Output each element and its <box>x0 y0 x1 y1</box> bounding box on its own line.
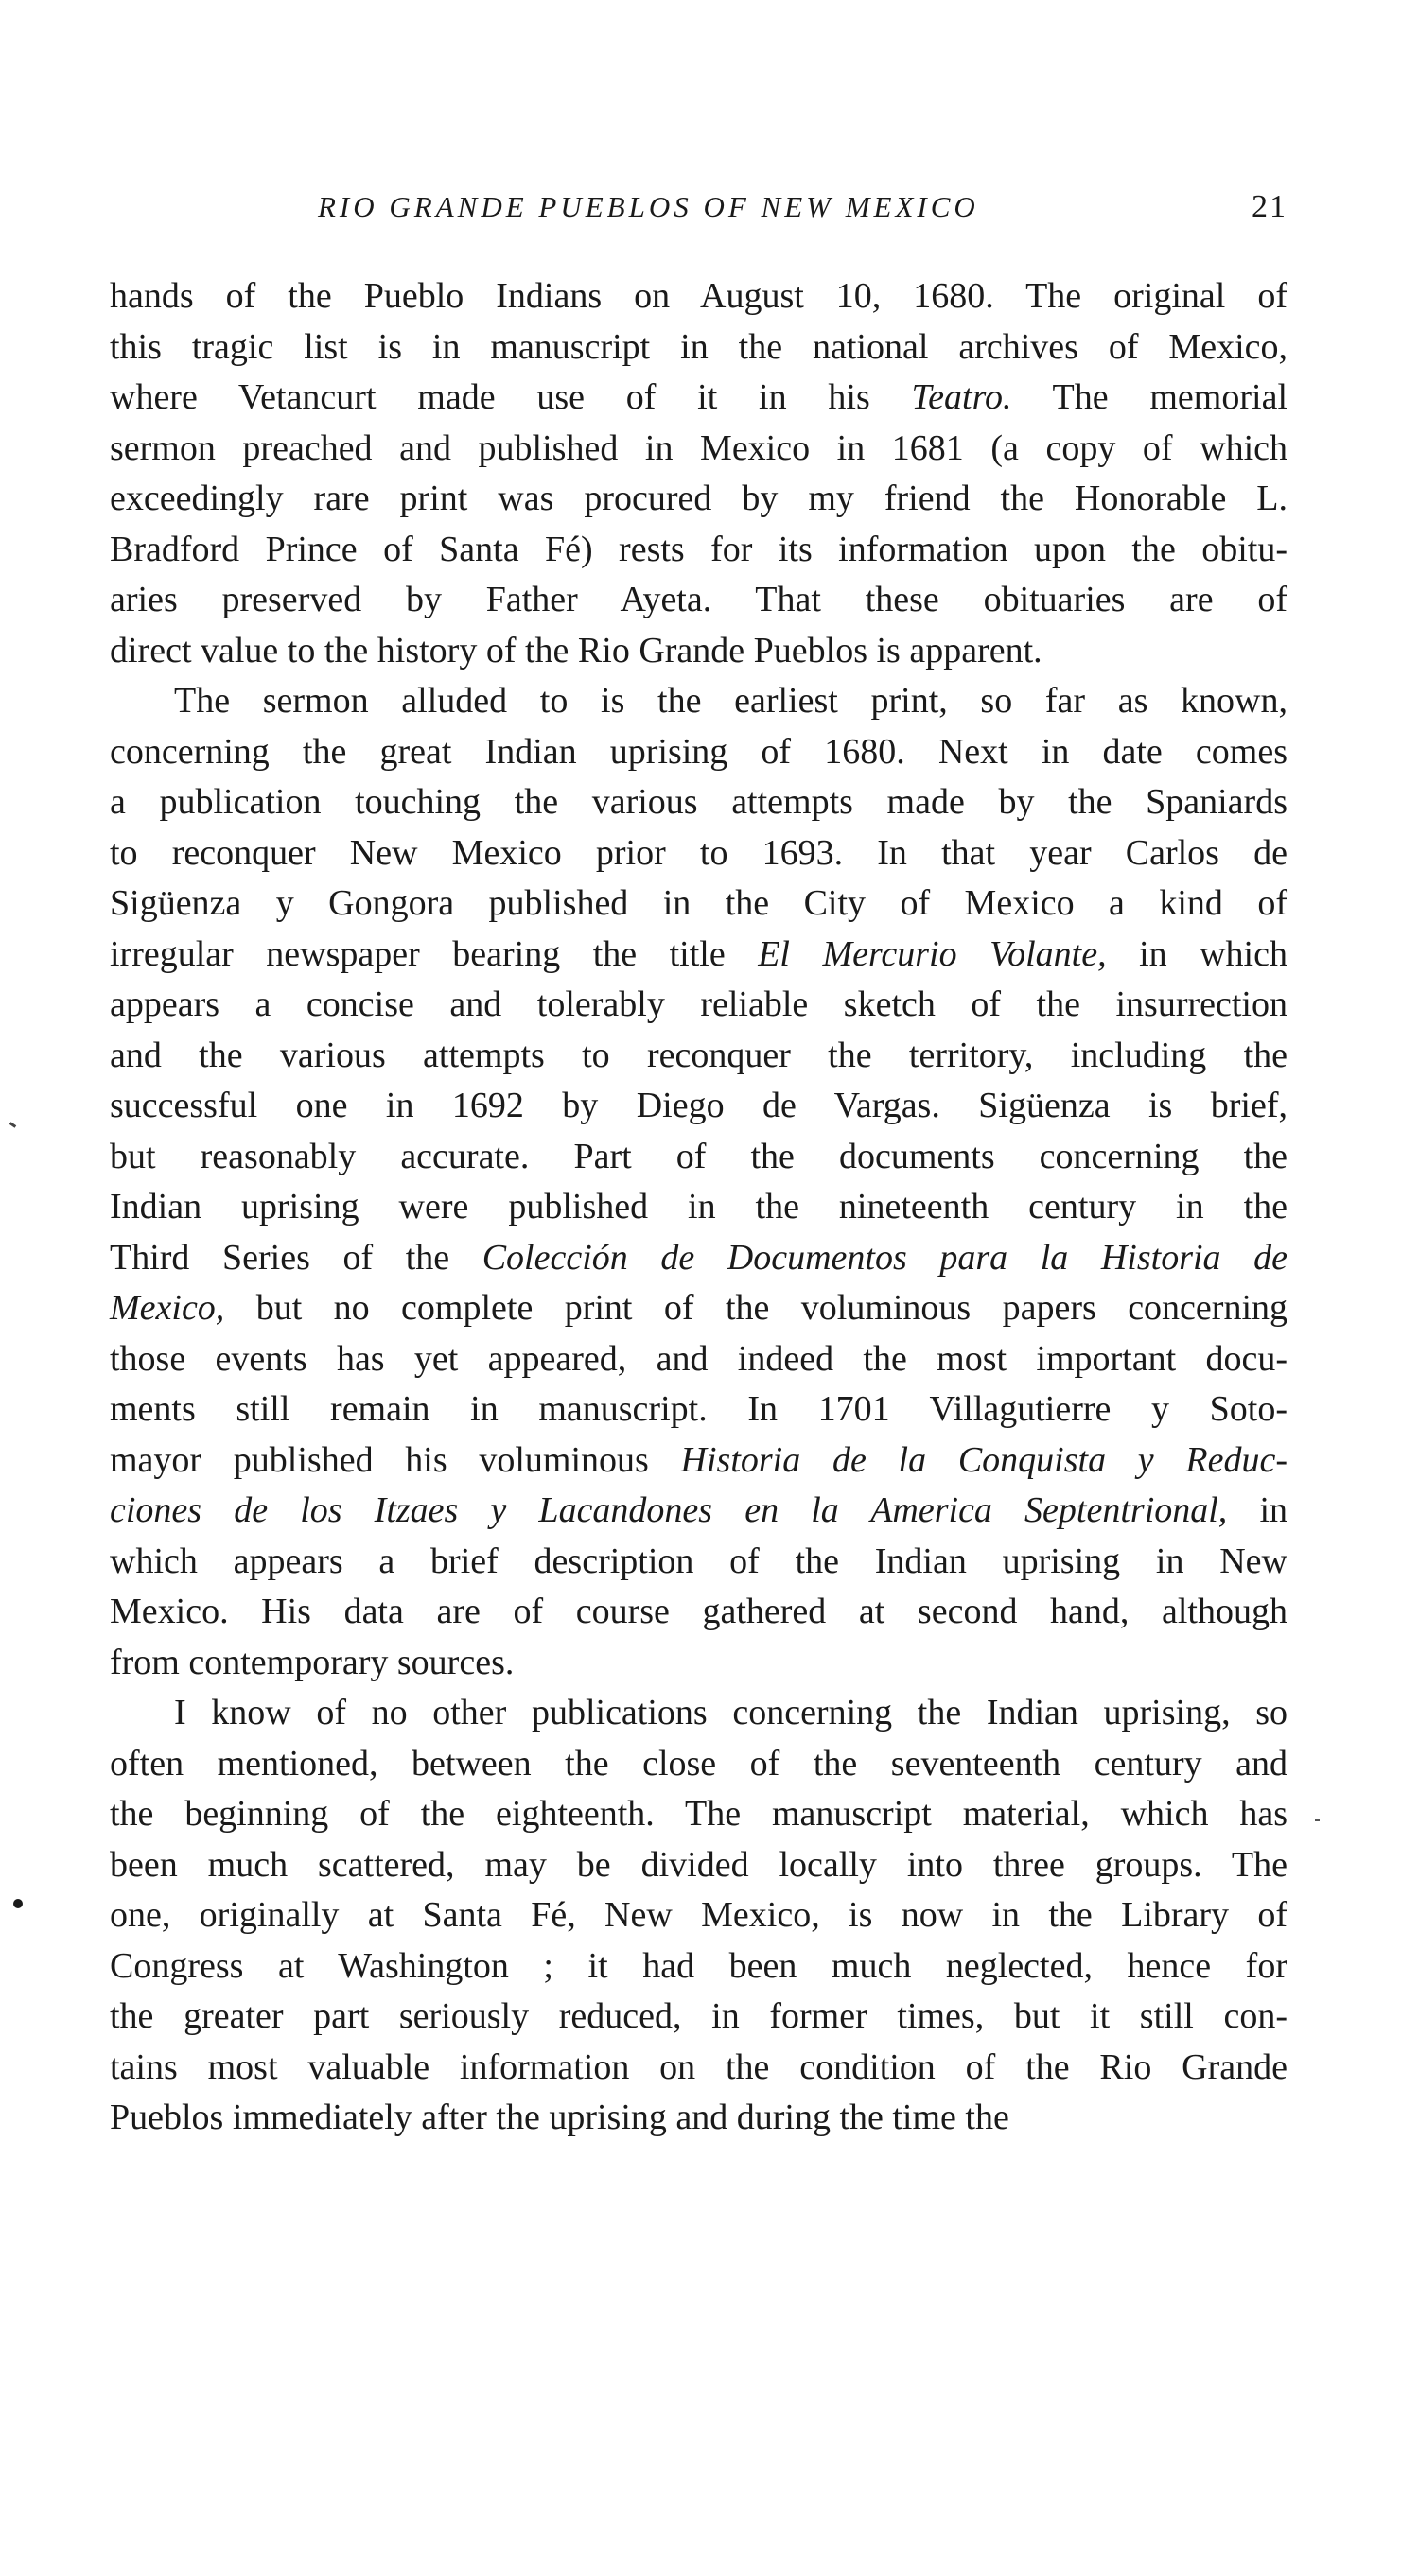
text-line: Bradford Prince of Santa Fé) rests for its information upon the obitu- <box>110 529 1287 569</box>
text-line: hands of the Pueblo Indians on August 10, 1680. The original of <box>110 276 1287 316</box>
text-line: Pueblos immediately after the uprising and during the time the <box>110 2097 1009 2137</box>
paragraph <box>110 271 1287 676</box>
paragraph <box>110 1688 1287 2144</box>
running-head <box>110 185 1287 229</box>
text-line: and the various attempts to reconquer the territory, including the <box>110 1035 1287 1075</box>
text-line: one, originally at Santa Fé, New Mexico, is now in the Library of <box>110 1895 1287 1935</box>
text-line: Congress at Washington ; it had been much neglected, hence for <box>110 1945 1287 1986</box>
text-line: this tragic list is in manuscript in the national archives of Mexico, <box>110 326 1287 367</box>
text-line: appears a concise and tolerably reliable sketch of the insurrection <box>110 984 1287 1024</box>
text-line: The sermon alluded to is the earliest print, so far as known, <box>174 681 1287 721</box>
text-line: ments still remain in manuscript. In 1701 Villagutierre y Soto- <box>110 1389 1287 1429</box>
text-line: tains most valuable information on the condition of the Rio Grande <box>110 2046 1287 2087</box>
paragraph <box>110 676 1287 1688</box>
text-line: a publication touching the various attempts made by the Spaniards <box>110 782 1287 822</box>
text-line: I know of no other publications concerning the Indian uprising, so <box>174 1693 1287 1732</box>
text-line: direct value to the history of the Rio Grande Pueblos is apparent. <box>110 630 1042 670</box>
page-number: 21 <box>1252 189 1287 224</box>
text-line: successful one in 1692 by Diego de Vargas. Sigüenza is brief, <box>110 1086 1287 1125</box>
text-line: concerning the great Indian uprising of 1680. Next in date comes <box>110 731 1287 772</box>
text-line: to reconquer New Mexico prior to 1693. In that year Carlos de <box>110 832 1287 873</box>
text-line: where Vetancurt made use of it in his Teatro. The memorial <box>110 377 1287 417</box>
text-line: mayor published his voluminous Historia de la Conquista y Reduc- <box>110 1439 1287 1480</box>
text-line: sermon preached and published in Mexico in 1681 (a copy of which <box>110 427 1287 468</box>
text-line: the beginning of the eighteenth. The manuscript material, which has <box>110 1794 1287 1834</box>
text-line: been much scattered, may be divided locally into three groups. The <box>110 1844 1287 1885</box>
text-line: which appears a brief description of the Indian uprising in New <box>110 1540 1287 1581</box>
text-line: exceedingly rare print was procured by my friend the Honorable L. <box>110 479 1287 518</box>
text-line: Mexico, but no complete print of the voluminous papers concerning <box>110 1288 1287 1328</box>
running-title: RIO GRANDE PUEBLOS OF NEW MEXICO <box>318 190 979 223</box>
text-line: Third Series of the Colección de Documentos para la Historia de <box>110 1237 1287 1278</box>
margin-dot <box>13 1899 23 1908</box>
text-line: often mentioned, between the close of the seventeenth century and <box>110 1743 1287 1784</box>
text-line: ciones de los Itzaes y Lacandones en la America Septentrional, in <box>110 1490 1287 1530</box>
text-line: Sigüenza y Gongora published in the City of Mexico a kind of <box>110 883 1287 923</box>
text-line: Mexico. His data are of course gathered at second hand, although <box>110 1592 1287 1631</box>
text-line: the greater part seriously reduced, in former times, but it still con- <box>110 1996 1287 2036</box>
text-line: but reasonably accurate. Part of the documents concerning the <box>110 1136 1287 1176</box>
margin-mark <box>9 1122 16 1127</box>
text-line: aries preserved by Father Ayeta. That these obituaries are of <box>110 580 1287 619</box>
body-text <box>110 271 1287 2144</box>
text-line: Indian uprising were published in the nineteenth century in the <box>110 1187 1287 1227</box>
text-line: from contemporary sources. <box>110 1642 515 1682</box>
margin-mark <box>1315 1819 1320 1821</box>
text-line: those events has yet appeared, and indeed the most important docu- <box>110 1338 1287 1379</box>
text-line: irregular newspaper bearing the title El Mercurio Volante, in which <box>110 933 1287 974</box>
